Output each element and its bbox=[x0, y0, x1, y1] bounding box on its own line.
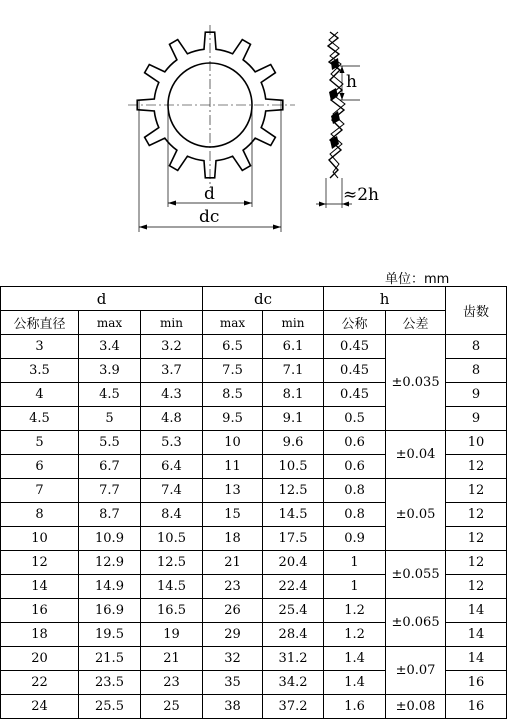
dc-label: dc bbox=[199, 207, 220, 227]
cell-h-nominal: 0.6 bbox=[324, 431, 386, 455]
cell-nominal-diameter: 5 bbox=[1, 431, 79, 455]
cell-nominal-diameter: 4 bbox=[1, 383, 79, 407]
cell-teeth: 12 bbox=[446, 503, 507, 527]
cell-d-min: 19 bbox=[141, 623, 203, 647]
two-h-label: ≈2h bbox=[343, 185, 380, 205]
dc-arrow-left bbox=[139, 225, 147, 230]
header-nominal-diameter: 公称直径 bbox=[1, 311, 79, 335]
lock-washer-drawing bbox=[0, 0, 507, 250]
cell-dc-min: 9.6 bbox=[263, 431, 324, 455]
cell-nominal-diameter: 22 bbox=[1, 671, 79, 695]
cell-d-min: 7.4 bbox=[141, 479, 203, 503]
cell-d-max: 25.5 bbox=[79, 695, 141, 719]
header-dc-min: min bbox=[263, 311, 324, 335]
cell-d-min: 4.3 bbox=[141, 383, 203, 407]
cell-dc-max: 21 bbox=[203, 551, 263, 575]
cell-h-nominal: 1.4 bbox=[324, 671, 386, 695]
cell-h-nominal: 0.8 bbox=[324, 479, 386, 503]
cell-dc-min: 14.5 bbox=[263, 503, 324, 527]
cell-d-min: 16.5 bbox=[141, 599, 203, 623]
cell-dc-min: 22.4 bbox=[263, 575, 324, 599]
cell-dc-min: 8.1 bbox=[263, 383, 324, 407]
cell-h-tolerance: ±0.055 bbox=[386, 551, 446, 599]
cell-d-min: 3.2 bbox=[141, 335, 203, 359]
header-dc-max: max bbox=[203, 311, 263, 335]
cell-h-nominal: 0.6 bbox=[324, 455, 386, 479]
cell-teeth: 9 bbox=[446, 383, 507, 407]
two-h-arrow-left bbox=[319, 202, 326, 207]
table-row bbox=[1, 479, 507, 503]
cell-d-max: 8.7 bbox=[79, 503, 141, 527]
cell-dc-min: 34.2 bbox=[263, 671, 324, 695]
cell-h-tolerance: ±0.065 bbox=[386, 599, 446, 647]
cell-d-min: 4.8 bbox=[141, 407, 203, 431]
cell-d-max: 21.5 bbox=[79, 647, 141, 671]
cell-teeth: 16 bbox=[446, 671, 507, 695]
header-dc: dc bbox=[203, 287, 324, 311]
cell-d-max: 3.4 bbox=[79, 335, 141, 359]
cell-d-max: 3.9 bbox=[79, 359, 141, 383]
cell-nominal-diameter: 4.5 bbox=[1, 407, 79, 431]
header-d-max: max bbox=[79, 311, 141, 335]
cell-teeth: 9 bbox=[446, 407, 507, 431]
cell-nominal-diameter: 16 bbox=[1, 599, 79, 623]
cell-nominal-diameter: 3.5 bbox=[1, 359, 79, 383]
cell-h-nominal: 0.45 bbox=[324, 383, 386, 407]
table-row bbox=[1, 431, 507, 455]
cell-nominal-diameter: 8 bbox=[1, 503, 79, 527]
cell-h-nominal: 1.2 bbox=[324, 623, 386, 647]
cell-h-tolerance: ±0.07 bbox=[386, 647, 446, 695]
d-arrow-right bbox=[244, 201, 252, 206]
cell-dc-max: 8.5 bbox=[203, 383, 263, 407]
table-row bbox=[1, 551, 507, 575]
header-teeth: 齿数 bbox=[446, 287, 507, 335]
cell-teeth: 12 bbox=[446, 455, 507, 479]
h-arrow-bottom bbox=[340, 93, 345, 100]
d-label: d bbox=[204, 184, 215, 204]
cell-dc-min: 10.5 bbox=[263, 455, 324, 479]
cell-dc-min: 17.5 bbox=[263, 527, 324, 551]
cell-dc-max: 26 bbox=[203, 599, 263, 623]
cell-d-max: 5.5 bbox=[79, 431, 141, 455]
header-h-nominal: 公称 bbox=[324, 311, 386, 335]
cell-d-max: 16.9 bbox=[79, 599, 141, 623]
header-d-min: min bbox=[141, 311, 203, 335]
spec-table bbox=[0, 286, 507, 719]
cell-teeth: 12 bbox=[446, 551, 507, 575]
table-row bbox=[1, 695, 507, 719]
h-label: h bbox=[346, 72, 357, 92]
side-tooth-2 bbox=[331, 111, 340, 124]
cell-dc-min: 6.1 bbox=[263, 335, 324, 359]
cell-h-nominal: 0.45 bbox=[324, 335, 386, 359]
d-arrow-left bbox=[168, 201, 176, 206]
cell-d-max: 10.9 bbox=[79, 527, 141, 551]
cell-teeth: 12 bbox=[446, 479, 507, 503]
cell-d-max: 23.5 bbox=[79, 671, 141, 695]
table-row bbox=[1, 599, 507, 623]
cell-teeth: 8 bbox=[446, 359, 507, 383]
cell-dc-max: 13 bbox=[203, 479, 263, 503]
cell-dc-min: 9.1 bbox=[263, 407, 324, 431]
spec-table-body bbox=[1, 335, 507, 719]
cell-d-min: 10.5 bbox=[141, 527, 203, 551]
unit-label: 单位：mm bbox=[385, 272, 450, 287]
cell-dc-min: 28.4 bbox=[263, 623, 324, 647]
cell-dc-max: 32 bbox=[203, 647, 263, 671]
cell-nominal-diameter: 7 bbox=[1, 479, 79, 503]
cell-teeth: 8 bbox=[446, 335, 507, 359]
cell-dc-max: 6.5 bbox=[203, 335, 263, 359]
cell-dc-max: 7.5 bbox=[203, 359, 263, 383]
cell-h-nominal: 1 bbox=[324, 551, 386, 575]
cell-nominal-diameter: 6 bbox=[1, 455, 79, 479]
cell-dc-max: 10 bbox=[203, 431, 263, 455]
cell-dc-min: 12.5 bbox=[263, 479, 324, 503]
table-row bbox=[1, 335, 507, 359]
cell-nominal-diameter: 12 bbox=[1, 551, 79, 575]
cell-d-min: 5.3 bbox=[141, 431, 203, 455]
cell-d-min: 25 bbox=[141, 695, 203, 719]
cell-dc-max: 29 bbox=[203, 623, 263, 647]
cell-h-tolerance: ±0.05 bbox=[386, 479, 446, 551]
cell-dc-max: 9.5 bbox=[203, 407, 263, 431]
cell-d-min: 21 bbox=[141, 647, 203, 671]
cell-dc-max: 23 bbox=[203, 575, 263, 599]
cell-teeth: 14 bbox=[446, 647, 507, 671]
cell-h-tolerance: ±0.04 bbox=[386, 431, 446, 479]
washer-side-view bbox=[328, 32, 344, 178]
cell-h-nominal: 1.2 bbox=[324, 599, 386, 623]
cell-dc-max: 11 bbox=[203, 455, 263, 479]
header-h: h bbox=[324, 287, 446, 311]
cell-dc-max: 35 bbox=[203, 671, 263, 695]
cell-dc-min: 37.2 bbox=[263, 695, 324, 719]
cell-h-tolerance: ±0.035 bbox=[386, 335, 446, 431]
cell-d-max: 6.7 bbox=[79, 455, 141, 479]
cell-dc-min: 20.4 bbox=[263, 551, 324, 575]
header-d: d bbox=[1, 287, 203, 311]
cell-teeth: 12 bbox=[446, 527, 507, 551]
cell-d-max: 7.7 bbox=[79, 479, 141, 503]
cell-d-max: 5 bbox=[79, 407, 141, 431]
cell-d-min: 14.5 bbox=[141, 575, 203, 599]
cell-dc-max: 18 bbox=[203, 527, 263, 551]
cell-teeth: 14 bbox=[446, 623, 507, 647]
cell-dc-max: 15 bbox=[203, 503, 263, 527]
cell-h-nominal: 1.4 bbox=[324, 647, 386, 671]
cell-nominal-diameter: 20 bbox=[1, 647, 79, 671]
cell-h-nominal: 0.5 bbox=[324, 407, 386, 431]
cell-h-nominal: 0.45 bbox=[324, 359, 386, 383]
cell-teeth: 10 bbox=[446, 431, 507, 455]
cell-h-nominal: 0.8 bbox=[324, 503, 386, 527]
cell-dc-min: 31.2 bbox=[263, 647, 324, 671]
cell-d-min: 8.4 bbox=[141, 503, 203, 527]
table-row bbox=[1, 647, 507, 671]
cell-h-nominal: 1 bbox=[324, 575, 386, 599]
cell-d-min: 6.4 bbox=[141, 455, 203, 479]
cell-d-max: 12.9 bbox=[79, 551, 141, 575]
cell-d-min: 23 bbox=[141, 671, 203, 695]
cell-dc-max: 38 bbox=[203, 695, 263, 719]
cell-d-max: 14.9 bbox=[79, 575, 141, 599]
cell-nominal-diameter: 10 bbox=[1, 527, 79, 551]
cell-teeth: 16 bbox=[446, 695, 507, 719]
cell-dc-min: 7.1 bbox=[263, 359, 324, 383]
cell-d-min: 12.5 bbox=[141, 551, 203, 575]
cell-h-nominal: 0.9 bbox=[324, 527, 386, 551]
dc-arrow-right bbox=[273, 225, 281, 230]
cell-teeth: 12 bbox=[446, 575, 507, 599]
cell-nominal-diameter: 24 bbox=[1, 695, 79, 719]
cell-nominal-diameter: 14 bbox=[1, 575, 79, 599]
cell-teeth: 14 bbox=[446, 599, 507, 623]
cell-dc-min: 25.4 bbox=[263, 599, 324, 623]
cell-h-tolerance: ±0.08 bbox=[386, 695, 446, 719]
cell-h-nominal: 1.6 bbox=[324, 695, 386, 719]
header-h-tolerance: 公差 bbox=[386, 311, 446, 335]
cell-nominal-diameter: 18 bbox=[1, 623, 79, 647]
cell-d-max: 4.5 bbox=[79, 383, 141, 407]
cell-d-max: 19.5 bbox=[79, 623, 141, 647]
cell-nominal-diameter: 3 bbox=[1, 335, 79, 359]
cell-d-min: 3.7 bbox=[141, 359, 203, 383]
